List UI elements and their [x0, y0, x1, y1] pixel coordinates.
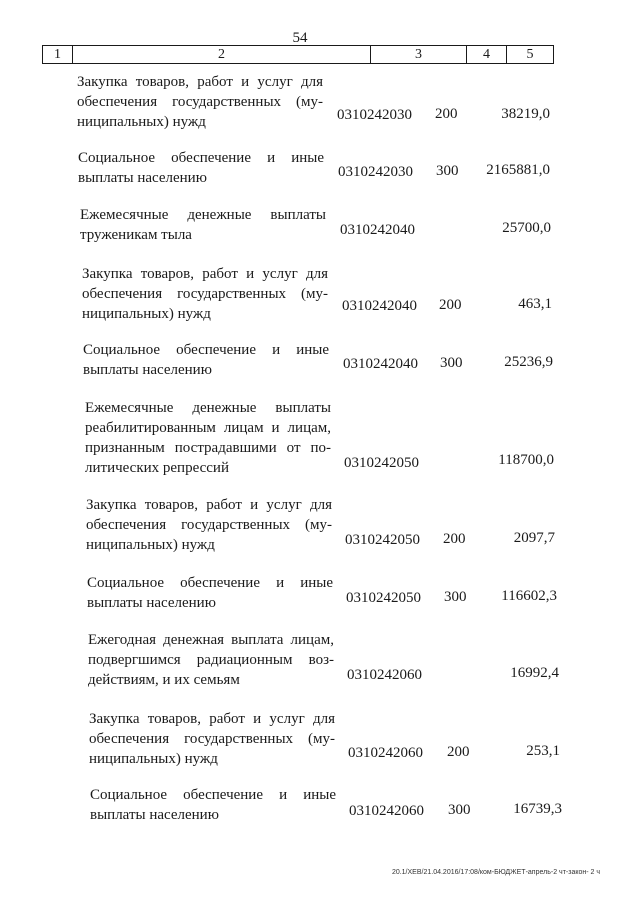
- row-expense-type: 300: [444, 589, 467, 605]
- row-code: 0310242060: [348, 745, 423, 761]
- row-amount: 16739,3: [513, 801, 562, 817]
- row-expense-type: 200: [439, 297, 462, 313]
- row-amount: 38219,0: [501, 106, 550, 122]
- row-amount: 463,1: [518, 296, 552, 312]
- row-expense-type: 300: [436, 163, 459, 179]
- row-amount: 2165881,0: [486, 162, 550, 178]
- page-number: 54: [292, 30, 308, 46]
- row-code: 0310242040: [342, 298, 417, 314]
- row-description: Социальное обеспечение и иные выплаты населению: [83, 342, 329, 378]
- header-col-4: 4: [467, 46, 507, 63]
- row-description: Ежемесячные денежные выплаты реабилитированным лицам и лицам, признанным пострадавшими от по-литических репрессий: [85, 400, 331, 476]
- row-amount: 25236,9: [504, 354, 553, 370]
- row-code: 0310242040: [340, 222, 415, 238]
- row-amount: 2097,7: [513, 530, 555, 546]
- row-amount: 116602,3: [501, 588, 557, 604]
- row-description: Ежегодная денежная выплата лицам, подвергшимся радиационным воз-действиям, и их семьям: [88, 632, 334, 688]
- row-description: Закупка товаров, работ и услуг для обеспечения государственных (му-ниципальных) нужд: [89, 711, 335, 767]
- row-amount: 25700,0: [502, 220, 551, 236]
- row-expense-type: 300: [448, 802, 471, 818]
- table-header-row: [42, 45, 554, 64]
- row-description: Закупка товаров, работ и услуг для обеспечения государственных (му-ниципальных) нужд: [82, 266, 328, 322]
- header-col-2: 2: [73, 46, 371, 63]
- footer-note: 20.1/XEB/21.04.2016/17:08/ком-БЮДЖЕТ-апрель-2 чт-закон- 2 ч: [391, 869, 600, 876]
- row-code: 0310242060: [347, 667, 422, 683]
- row-expense-type: 200: [443, 531, 466, 547]
- header-col-5: 5: [526, 47, 534, 62]
- row-expense-type: 200: [435, 106, 458, 122]
- row-amount: 16992,4: [510, 665, 559, 681]
- row-expense-type: 300: [440, 355, 463, 371]
- row-code: 0310242060: [349, 803, 424, 819]
- header-col-3: 3: [371, 46, 467, 63]
- row-expense-type: 200: [447, 744, 470, 760]
- row-code: 0310242050: [345, 532, 420, 548]
- row-description: Закупка товаров, работ и услуг для обеспечения государственных (му-ниципальных) нужд: [86, 497, 332, 553]
- row-description: Ежемесячные денежные выплаты труженикам тыла: [80, 207, 326, 243]
- header-col-1: 1: [43, 46, 73, 63]
- row-description: Социальное обеспечение и иные выплаты населению: [87, 575, 333, 611]
- row-amount: 118700,0: [498, 452, 554, 468]
- row-amount: 253,1: [526, 743, 560, 759]
- row-description: Социальное обеспечение и иные выплаты населению: [78, 150, 324, 186]
- row-code: 0310242050: [346, 590, 421, 606]
- row-code: 0310242050: [344, 455, 419, 471]
- row-code: 0310242030: [337, 107, 412, 123]
- row-description: Закупка товаров, работ и услуг для обеспечения государственных (му-ниципальных) нужд: [77, 74, 323, 130]
- row-code: 0310242040: [343, 356, 418, 372]
- row-code: 0310242030: [338, 164, 413, 180]
- row-description: Социальное обеспечение и иные выплаты населению: [90, 787, 336, 823]
